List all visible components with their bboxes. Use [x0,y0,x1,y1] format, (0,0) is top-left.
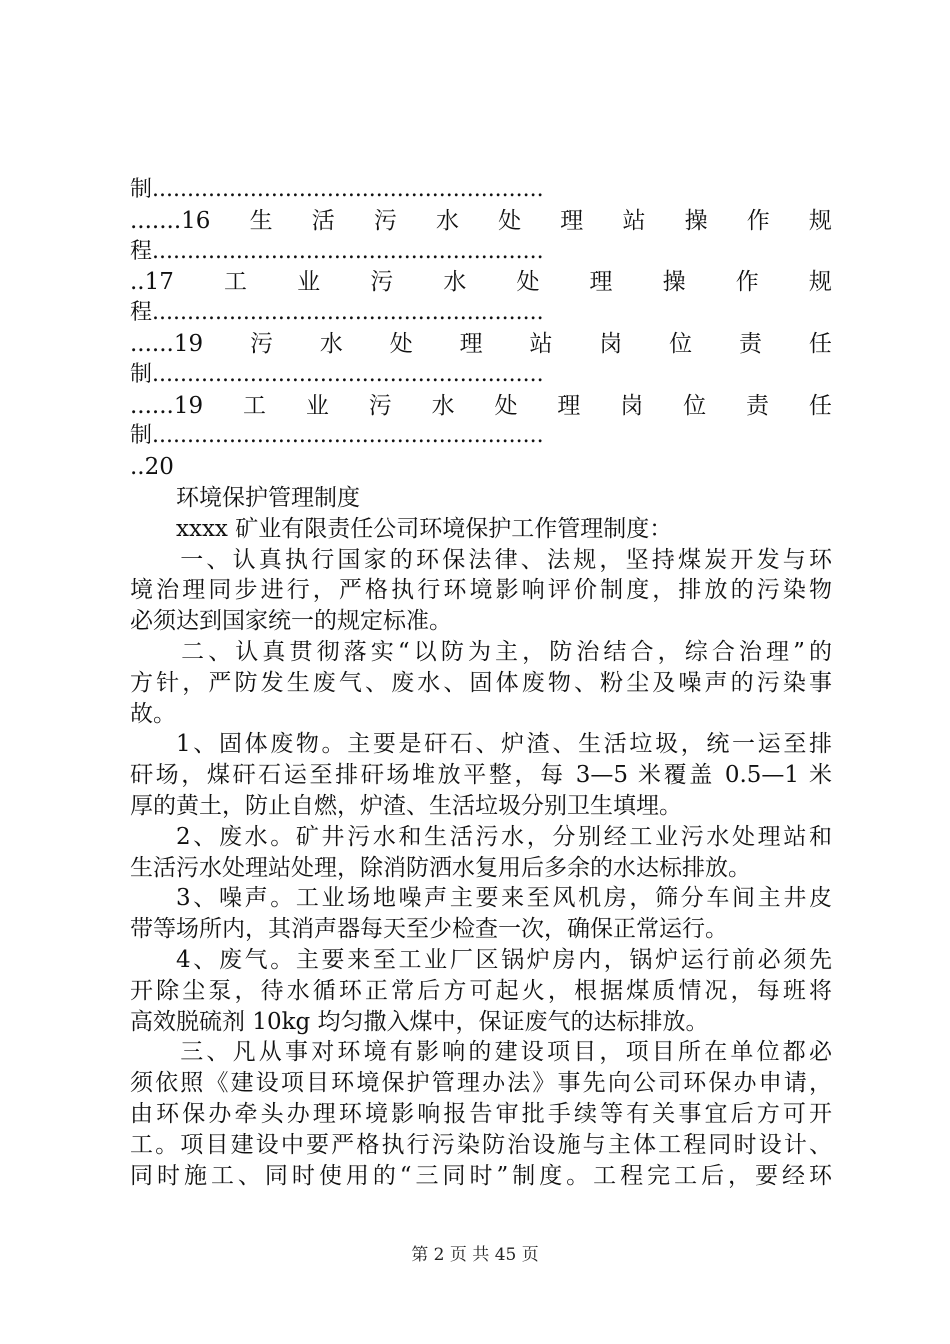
body-line: 由环保办牵头办理环境影响报告审批手续等有关事宜后方可开 [130,1100,832,1127]
toc-title-char: 操 [662,269,686,296]
toc-dots-line: 制........................................................ [130,361,544,387]
toc-title-char: 处 [494,392,518,419]
toc-title-char: 理 [560,207,584,234]
toc-title-char: 活 [311,207,335,234]
toc-title-char: 岗 [620,392,644,419]
toc-dots-line: 制........................................................ [130,423,544,449]
toc-page-number: ......19 [130,330,204,357]
body-line: 工。项目建设中要严格执行污染防治设施与主体工程同时设计、 [130,1131,832,1158]
toc-title-char: 水 [436,207,460,234]
toc-entry [130,391,832,422]
toc-title-char: 生 [249,207,273,234]
section-subheading: xxxx 矿业有限责任公司环境保护工作管理制度： [176,515,673,542]
toc-title-char: 站 [622,207,646,234]
document-page [130,175,832,1191]
toc-title-char: 处 [389,330,413,357]
toc-title-char: 责 [746,392,770,419]
toc-title-char: 理 [589,269,613,296]
body-line: 生活污水处理站处理，除消防洒水复用后多余的水达标排放。 [130,854,751,881]
toc-dots-line: 制........................................................ [130,177,544,202]
toc-dots-line: 程........................................................ [130,300,544,326]
toc-entry [130,206,832,237]
toc-dots-line: 程........................................................ [130,238,544,264]
toc-title-char: 污 [373,207,397,234]
toc-entry [130,329,832,360]
toc-title-char: 污 [250,330,273,357]
toc-title-char: 责 [739,330,763,357]
toc-page-number: .......16 [130,207,211,234]
toc-title-char: 业 [305,392,329,419]
toc-title-char: 工 [224,269,247,296]
body-line: 方针，严防发生废气、废水、固体废物、粉尘及噪声的污染事 [130,669,832,696]
toc-title-char: 岗 [599,330,623,357]
body-line: 须依照《建设项目环境保护管理办法》事先向公司环保办申请， [130,1070,832,1097]
body-line: 高效脱硫剂 10kg 均匀撒入煤中，保证废气的达标排放。 [130,1008,709,1035]
body-line: 带等场所内，其消声器每天至少检查一次，确保正常运行。 [130,916,728,943]
body-line: 2、废水。矿井污水和生活污水，分别经工业污水处理站和 [176,823,832,850]
toc-title-char: 水 [443,269,467,296]
body-line: 必须达到国家统一的规定标准。 [130,608,452,635]
toc-title-char: 处 [516,269,540,296]
toc-title-char: 任 [808,392,832,419]
toc-entry-last: ..20 [130,454,174,481]
toc-title-char: 理 [557,392,581,419]
toc-page-number: ......19 [130,392,204,419]
body-line: 一、认真执行国家的环保法律、法规，坚持煤炭开发与环 [154,546,832,573]
body-line: 3、噪声。工业场地噪声主要来至风机房，筛分车间主井皮 [176,885,832,912]
toc-title-char: 业 [297,269,321,296]
toc-title-char: 规 [808,269,832,296]
toc-page-number: ..17 [130,269,174,296]
toc-title-char: 理 [459,330,483,357]
toc-title-char: 水 [319,330,343,357]
toc-title-char: 处 [498,207,522,234]
body-line: 4、废气。主要来至工业厂区锅炉房内，锅炉运行前必须先 [176,946,832,973]
page-footer: 第 2 页 共 45 页 [411,1245,539,1265]
toc-title-char: 工 [243,392,267,419]
toc-title-char: 水 [431,392,455,419]
toc-title-char: 站 [529,330,553,357]
body-line: 同时施工、同时使用的“三同时”制度。工程完工后，要经环 [130,1162,832,1189]
toc-title-char: 任 [808,330,832,357]
body-line: 故。 [130,700,176,727]
toc-title-char: 操 [684,207,708,234]
toc-title-char: 作 [735,269,759,296]
body-line: 三、凡从事对环境有影响的建设项目，项目所在单位都必 [154,1039,832,1066]
body-line: 矸场，煤矸石运至排矸场堆放平整，每 3—5 米覆盖 0.5—1 米 [130,762,832,789]
toc-title-char: 污 [368,392,392,419]
toc-entry [130,267,832,298]
toc-title-char: 作 [746,207,770,234]
body-line: 厚的黄土，防止自燃，炉渣、生活垃圾分别卫生填埋。 [130,792,682,819]
body-text [130,545,832,1192]
toc-title-char: 位 [683,392,707,419]
body-line: 开除尘泵，待水循环正常后方可起火，根据煤质情况，每班将 [130,977,832,1004]
toc-title-char: 污 [370,269,394,296]
body-line: 1、固体废物。主要是矸石、炉渣、生活垃圾，统一运至排 [176,731,832,758]
toc-title-char: 规 [808,207,832,234]
toc-title-char: 位 [669,330,693,357]
body-line: 境治理同步进行，严格执行环境影响评价制度，排放的污染物 [130,577,832,604]
section-heading: 环境保护管理制度 [176,484,360,511]
body-line: 二、认真贯彻落实“以防为主，防治结合，综合治理”的 [154,638,832,665]
